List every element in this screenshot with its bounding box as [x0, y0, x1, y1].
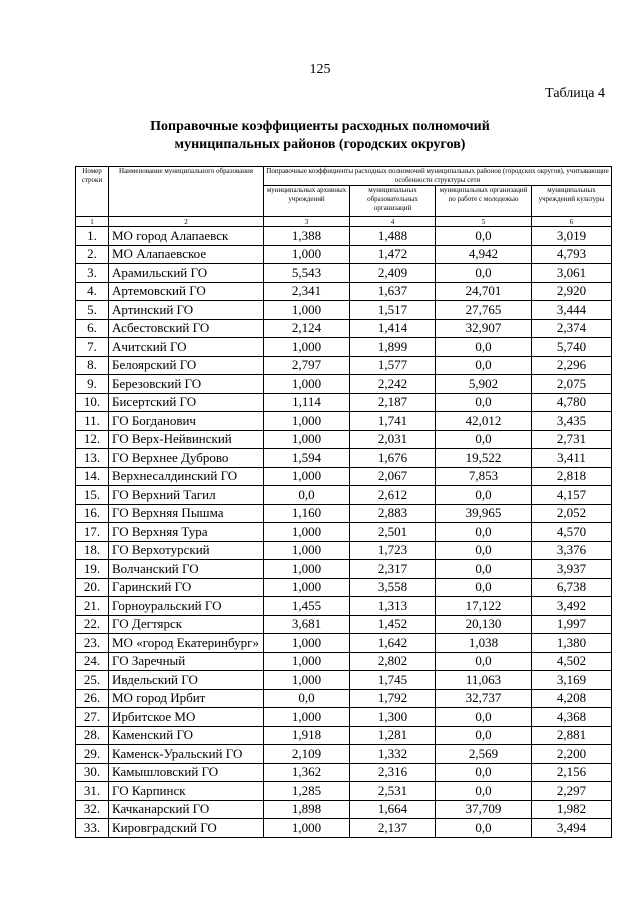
- row-number: 1.: [76, 227, 109, 246]
- table-row: [76, 578, 612, 597]
- education-coefficient: 1,741: [350, 412, 436, 431]
- row-number: 30.: [76, 763, 109, 782]
- culture-coefficient: 3,494: [532, 819, 612, 838]
- education-coefficient: 2,883: [350, 504, 436, 523]
- archives-coefficient: 1,898: [264, 800, 350, 819]
- column-number: 2: [109, 217, 264, 227]
- table-row: [76, 782, 612, 801]
- culture-coefficient: 3,444: [532, 301, 612, 320]
- culture-coefficient: 4,208: [532, 689, 612, 708]
- education-coefficient: 2,187: [350, 393, 436, 412]
- row-number: 10.: [76, 393, 109, 412]
- table-row: [76, 523, 612, 542]
- column-number: 5: [436, 217, 532, 227]
- education-coefficient: 2,317: [350, 560, 436, 579]
- row-number: 14.: [76, 467, 109, 486]
- culture-coefficient: 4,780: [532, 393, 612, 412]
- youth-coefficient: 0,0: [436, 708, 532, 727]
- coefficients-table: [75, 166, 612, 838]
- row-number: 12.: [76, 430, 109, 449]
- education-coefficient: 1,281: [350, 726, 436, 745]
- municipality-name: Ирбитское МО: [109, 708, 264, 727]
- row-number: 11.: [76, 412, 109, 431]
- row-number: 33.: [76, 819, 109, 838]
- culture-coefficient: 2,297: [532, 782, 612, 801]
- table-row: [76, 375, 612, 394]
- row-number: 17.: [76, 523, 109, 542]
- title-line-1: Поправочные коэффициенты расходных полномочий: [150, 119, 490, 134]
- culture-coefficient: 3,376: [532, 541, 612, 560]
- youth-coefficient: 2,569: [436, 745, 532, 764]
- education-coefficient: 2,501: [350, 523, 436, 542]
- municipality-name: Горноуральский ГО: [109, 597, 264, 616]
- table-row: [76, 301, 612, 320]
- municipality-name: Каменск-Уральский ГО: [109, 745, 264, 764]
- municipality-name: ГО Верх-Нейвинский: [109, 430, 264, 449]
- youth-coefficient: 0,0: [436, 560, 532, 579]
- youth-coefficient: 0,0: [436, 523, 532, 542]
- culture-coefficient: 4,157: [532, 486, 612, 505]
- row-number: 6.: [76, 319, 109, 338]
- municipality-name: МО «город Екатеринбург»: [109, 634, 264, 653]
- table-row: [76, 541, 612, 560]
- row-number: 2.: [76, 245, 109, 264]
- education-coefficient: 1,577: [350, 356, 436, 375]
- youth-coefficient: 0,0: [436, 726, 532, 745]
- culture-coefficient: 2,156: [532, 763, 612, 782]
- youth-coefficient: 0,0: [436, 541, 532, 560]
- row-number: 18.: [76, 541, 109, 560]
- page-number: 125: [309, 62, 331, 77]
- row-number: 25.: [76, 671, 109, 690]
- culture-coefficient: 4,368: [532, 708, 612, 727]
- table-row: [76, 264, 612, 283]
- header-municipality-name: Наименование муниципального образования: [109, 167, 264, 217]
- education-coefficient: 1,452: [350, 615, 436, 634]
- municipality-name: ГО Верхняя Тура: [109, 523, 264, 542]
- education-coefficient: 1,414: [350, 319, 436, 338]
- education-coefficient: 2,137: [350, 819, 436, 838]
- row-number: 31.: [76, 782, 109, 801]
- table-row: [76, 745, 612, 764]
- row-number: 26.: [76, 689, 109, 708]
- municipality-name: Березовский ГО: [109, 375, 264, 394]
- education-coefficient: 1,723: [350, 541, 436, 560]
- row-number: 3.: [76, 264, 109, 283]
- education-coefficient: 3,558: [350, 578, 436, 597]
- archives-coefficient: 1,000: [264, 430, 350, 449]
- archives-coefficient: 1,000: [264, 245, 350, 264]
- culture-coefficient: 3,435: [532, 412, 612, 431]
- youth-coefficient: 19,522: [436, 449, 532, 468]
- culture-coefficient: 2,052: [532, 504, 612, 523]
- table-row: [76, 634, 612, 653]
- youth-coefficient: 5,902: [436, 375, 532, 394]
- culture-coefficient: 3,937: [532, 560, 612, 579]
- culture-coefficient: 5,740: [532, 338, 612, 357]
- row-number: 7.: [76, 338, 109, 357]
- education-coefficient: 1,745: [350, 671, 436, 690]
- municipality-name: Бисертский ГО: [109, 393, 264, 412]
- culture-coefficient: 1,997: [532, 615, 612, 634]
- youth-coefficient: 0,0: [436, 430, 532, 449]
- youth-coefficient: 0,0: [436, 264, 532, 283]
- table-row: [76, 800, 612, 819]
- table-row: [76, 615, 612, 634]
- youth-coefficient: 0,0: [436, 338, 532, 357]
- header-education: муниципальных образовательных организаций: [350, 186, 436, 217]
- youth-coefficient: 17,122: [436, 597, 532, 616]
- archives-coefficient: 1,362: [264, 763, 350, 782]
- education-coefficient: 2,242: [350, 375, 436, 394]
- education-coefficient: 2,612: [350, 486, 436, 505]
- row-number: 8.: [76, 356, 109, 375]
- archives-coefficient: 1,000: [264, 541, 350, 560]
- municipality-name: Артинский ГО: [109, 301, 264, 320]
- column-number: 6: [532, 217, 612, 227]
- culture-coefficient: 4,502: [532, 652, 612, 671]
- education-coefficient: 1,517: [350, 301, 436, 320]
- table-row: [76, 726, 612, 745]
- table-row: [76, 467, 612, 486]
- archives-coefficient: 0,0: [264, 689, 350, 708]
- table-row: [76, 449, 612, 468]
- archives-coefficient: 3,681: [264, 615, 350, 634]
- youth-coefficient: 32,737: [436, 689, 532, 708]
- municipality-name: Асбестовский ГО: [109, 319, 264, 338]
- table-row: [76, 708, 612, 727]
- archives-coefficient: 2,124: [264, 319, 350, 338]
- header-youth: муниципальных организаций по работе с молодежью: [436, 186, 532, 217]
- archives-coefficient: 1,000: [264, 708, 350, 727]
- table-row: [76, 652, 612, 671]
- municipality-name: Арамильский ГО: [109, 264, 264, 283]
- column-number: 3: [264, 217, 350, 227]
- culture-coefficient: 2,374: [532, 319, 612, 338]
- municipality-name: ГО Верхний Тагил: [109, 486, 264, 505]
- education-coefficient: 1,642: [350, 634, 436, 653]
- culture-coefficient: 2,200: [532, 745, 612, 764]
- education-coefficient: 2,067: [350, 467, 436, 486]
- table-row: [76, 486, 612, 505]
- municipality-name: Ивдельский ГО: [109, 671, 264, 690]
- municipality-name: ГО Дегтярск: [109, 615, 264, 634]
- youth-coefficient: 0,0: [436, 356, 532, 375]
- archives-coefficient: 1,594: [264, 449, 350, 468]
- education-coefficient: 1,792: [350, 689, 436, 708]
- archives-coefficient: 0,0: [264, 486, 350, 505]
- archives-coefficient: 1,000: [264, 671, 350, 690]
- row-number: 13.: [76, 449, 109, 468]
- archives-coefficient: 1,000: [264, 523, 350, 542]
- municipality-name: Артемовский ГО: [109, 282, 264, 301]
- archives-coefficient: 1,160: [264, 504, 350, 523]
- row-number: 5.: [76, 301, 109, 320]
- archives-coefficient: 2,109: [264, 745, 350, 764]
- header-coefficients-group: Поправочные коэффициенты расходных полномочий муниципальных районов (городских округов), учитывающие особенности структуры сети: [264, 167, 612, 186]
- archives-coefficient: 1,000: [264, 578, 350, 597]
- row-number: 19.: [76, 560, 109, 579]
- table-row: [76, 412, 612, 431]
- youth-coefficient: 1,038: [436, 634, 532, 653]
- municipality-name: МО город Алапаевск: [109, 227, 264, 246]
- table-row: [76, 338, 612, 357]
- culture-coefficient: 1,380: [532, 634, 612, 653]
- archives-coefficient: 1,000: [264, 652, 350, 671]
- table-row: [76, 560, 612, 579]
- youth-coefficient: 7,853: [436, 467, 532, 486]
- youth-coefficient: 27,765: [436, 301, 532, 320]
- youth-coefficient: 0,0: [436, 819, 532, 838]
- municipality-name: Камышловский ГО: [109, 763, 264, 782]
- municipality-name: Гаринский ГО: [109, 578, 264, 597]
- table-row: [76, 245, 612, 264]
- youth-coefficient: 42,012: [436, 412, 532, 431]
- page-title: [0, 118, 640, 154]
- education-coefficient: 1,332: [350, 745, 436, 764]
- education-coefficient: 2,031: [350, 430, 436, 449]
- row-number: 16.: [76, 504, 109, 523]
- youth-coefficient: 4,942: [436, 245, 532, 264]
- row-number: 20.: [76, 578, 109, 597]
- youth-coefficient: 0,0: [436, 763, 532, 782]
- youth-coefficient: 11,063: [436, 671, 532, 690]
- archives-coefficient: 1,000: [264, 634, 350, 653]
- municipality-name: ГО Верхнее Дуброво: [109, 449, 264, 468]
- education-coefficient: 1,488: [350, 227, 436, 246]
- municipality-name: МО город Ирбит: [109, 689, 264, 708]
- archives-coefficient: 2,797: [264, 356, 350, 375]
- culture-coefficient: 2,731: [532, 430, 612, 449]
- youth-coefficient: 0,0: [436, 652, 532, 671]
- table-row: [76, 689, 612, 708]
- table-row: [76, 819, 612, 838]
- education-coefficient: 1,664: [350, 800, 436, 819]
- culture-coefficient: 3,492: [532, 597, 612, 616]
- youth-coefficient: 0,0: [436, 227, 532, 246]
- header-culture: муниципальных учреждений культуры: [532, 186, 612, 217]
- culture-coefficient: 4,793: [532, 245, 612, 264]
- table-row: [76, 763, 612, 782]
- table-row: [76, 671, 612, 690]
- education-coefficient: 1,300: [350, 708, 436, 727]
- table-row: [76, 356, 612, 375]
- row-number: 28.: [76, 726, 109, 745]
- archives-coefficient: 1,455: [264, 597, 350, 616]
- row-number: 24.: [76, 652, 109, 671]
- culture-coefficient: 2,296: [532, 356, 612, 375]
- education-coefficient: 1,637: [350, 282, 436, 301]
- municipality-name: ГО Карпинск: [109, 782, 264, 801]
- municipality-name: Ачитский ГО: [109, 338, 264, 357]
- archives-coefficient: 1,000: [264, 467, 350, 486]
- education-coefficient: 1,899: [350, 338, 436, 357]
- municipality-name: ГО Верхняя Пышма: [109, 504, 264, 523]
- youth-coefficient: 0,0: [436, 578, 532, 597]
- row-number: 21.: [76, 597, 109, 616]
- archives-coefficient: 2,341: [264, 282, 350, 301]
- municipality-name: Каменский ГО: [109, 726, 264, 745]
- education-coefficient: 2,409: [350, 264, 436, 283]
- culture-coefficient: 2,920: [532, 282, 612, 301]
- archives-coefficient: 1,918: [264, 726, 350, 745]
- youth-coefficient: 39,965: [436, 504, 532, 523]
- municipality-name: МО Алапаевское: [109, 245, 264, 264]
- archives-coefficient: 1,000: [264, 338, 350, 357]
- culture-coefficient: 3,169: [532, 671, 612, 690]
- education-coefficient: 1,472: [350, 245, 436, 264]
- youth-coefficient: 0,0: [436, 393, 532, 412]
- education-coefficient: 1,676: [350, 449, 436, 468]
- archives-coefficient: 1,000: [264, 412, 350, 431]
- archives-coefficient: 1,388: [264, 227, 350, 246]
- education-coefficient: 2,316: [350, 763, 436, 782]
- archives-coefficient: 1,285: [264, 782, 350, 801]
- municipality-name: Волчанский ГО: [109, 560, 264, 579]
- youth-coefficient: 32,907: [436, 319, 532, 338]
- municipality-name: ГО Заречный: [109, 652, 264, 671]
- municipality-name: Белоярский ГО: [109, 356, 264, 375]
- row-number: 29.: [76, 745, 109, 764]
- youth-coefficient: 20,130: [436, 615, 532, 634]
- archives-coefficient: 1,000: [264, 301, 350, 320]
- archives-coefficient: 1,000: [264, 375, 350, 394]
- table-row: [76, 430, 612, 449]
- table-row: [76, 597, 612, 616]
- row-number: 9.: [76, 375, 109, 394]
- culture-coefficient: 2,075: [532, 375, 612, 394]
- culture-coefficient: 3,411: [532, 449, 612, 468]
- municipality-name: ГО Богданович: [109, 412, 264, 431]
- youth-coefficient: 0,0: [436, 782, 532, 801]
- archives-coefficient: 1,000: [264, 560, 350, 579]
- row-number: 4.: [76, 282, 109, 301]
- table-row: [76, 227, 612, 246]
- education-coefficient: 2,802: [350, 652, 436, 671]
- header-archives: муниципальных архивных учреждений: [264, 186, 350, 217]
- culture-coefficient: 3,061: [532, 264, 612, 283]
- culture-coefficient: 3,019: [532, 227, 612, 246]
- table-label: Таблица 4: [545, 86, 605, 101]
- table-row: [76, 282, 612, 301]
- table-row: [76, 319, 612, 338]
- youth-coefficient: 37,709: [436, 800, 532, 819]
- row-number: 23.: [76, 634, 109, 653]
- table-row: [76, 504, 612, 523]
- table-row: [76, 393, 612, 412]
- archives-coefficient: 1,000: [264, 819, 350, 838]
- culture-coefficient: 1,982: [532, 800, 612, 819]
- municipality-name: Верхнесалдинский ГО: [109, 467, 264, 486]
- culture-coefficient: 6,738: [532, 578, 612, 597]
- youth-coefficient: 0,0: [436, 486, 532, 505]
- column-number: 4: [350, 217, 436, 227]
- archives-coefficient: 5,543: [264, 264, 350, 283]
- municipality-name: ГО Верхотурский: [109, 541, 264, 560]
- row-number: 32.: [76, 800, 109, 819]
- column-number: 1: [76, 217, 109, 227]
- culture-coefficient: 2,881: [532, 726, 612, 745]
- education-coefficient: 1,313: [350, 597, 436, 616]
- education-coefficient: 2,531: [350, 782, 436, 801]
- youth-coefficient: 24,701: [436, 282, 532, 301]
- row-number: 15.: [76, 486, 109, 505]
- row-number: 22.: [76, 615, 109, 634]
- culture-coefficient: 4,570: [532, 523, 612, 542]
- header-row-number: Номер строки: [76, 167, 109, 217]
- title-line-2: муниципальных районов (городских округов): [174, 137, 466, 152]
- municipality-name: Кировградский ГО: [109, 819, 264, 838]
- municipality-name: Качканарский ГО: [109, 800, 264, 819]
- culture-coefficient: 2,818: [532, 467, 612, 486]
- row-number: 27.: [76, 708, 109, 727]
- archives-coefficient: 1,114: [264, 393, 350, 412]
